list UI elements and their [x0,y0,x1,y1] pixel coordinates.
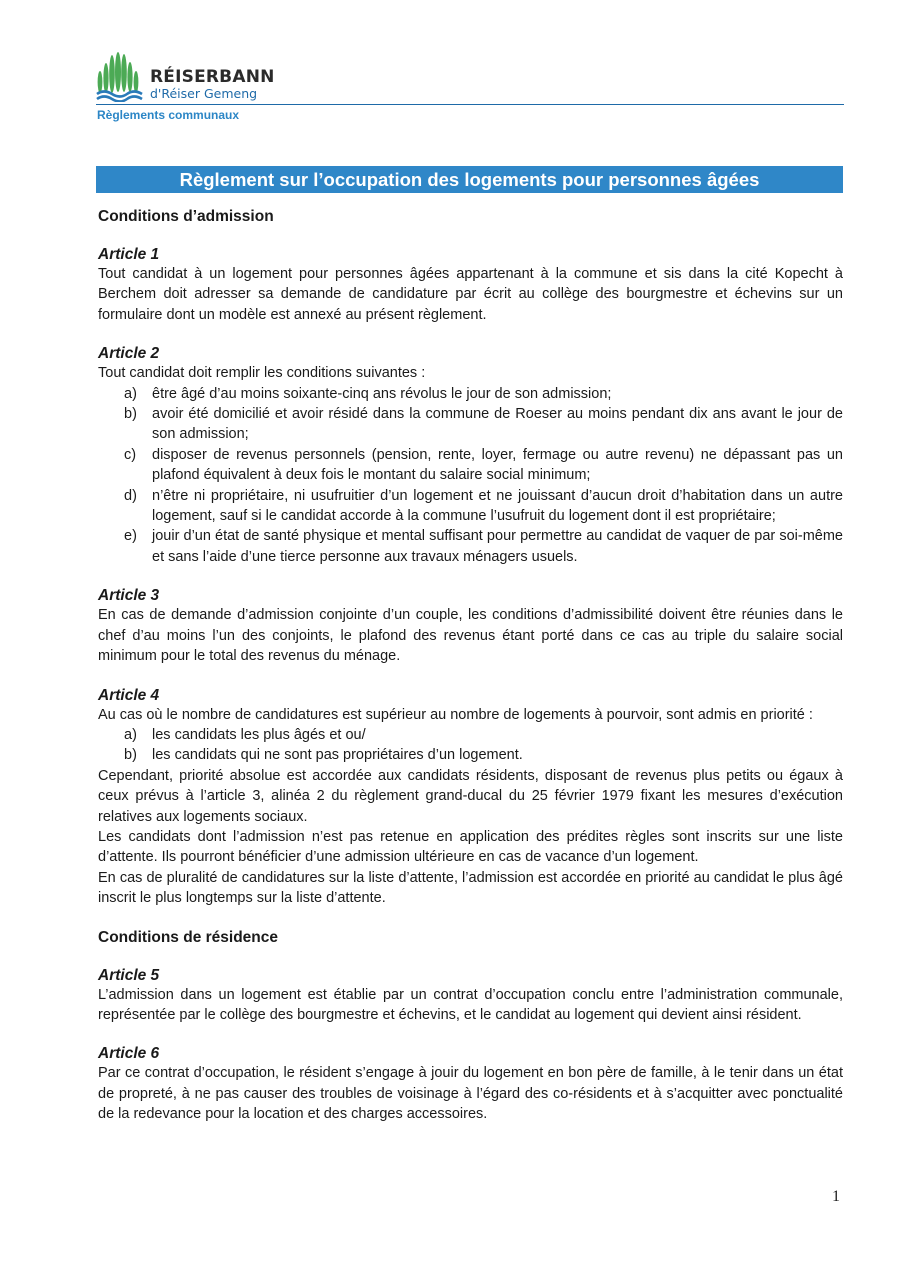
list-item-text: les candidats qui ne sont pas propriétaires d’un logement. [152,747,523,764]
header-divider [96,104,844,105]
list-item-label: b) [124,406,137,423]
article-3-title: Article 3 [98,587,160,605]
article-5-text: L’admission dans un logement est établie par un contrat d’occupation conclu entre l’administration communale, représentée par le collège des bourgmestre et échevins, et le candidat au logement qui devient ainsi résident. [98,986,843,1023]
list-item-label: a) [124,385,137,402]
section-label: Règlements communaux [97,108,240,122]
list-item [96,486,843,527]
article-4-paragraph-2: Les candidats dont l’admission n’est pas retenue en application des prédites règles sont inscrits sur une liste d’attente. Ils pourront bénéficier d’une admission ultérieure en cas de vacance d’un logement. [98,828,843,866]
list-item-text: avoir été domicilié et avoir résidé dans la commune de Roeser au moins pendant dix ans avant le jour de son admission; [152,406,843,443]
article-2-title: Article 2 [98,345,160,363]
list-item [96,384,843,404]
brand-name: RÉISERBANN [150,67,275,87]
list-item [96,745,843,765]
list-item-label: a) [124,726,137,743]
article-4-paragraph-1: Cependant, priorité absolue est accordée aux candidats résidents, disposant de revenus plus petits ou égaux à ceux prévus à l’article 3, alinéa 2 du règlement grand-ducal du 25 février 1979 fixant les mesures d’exécution relatives aux logements sociaux. [98,767,843,825]
brand-subtitle: d'Réiser Gemeng [150,86,258,101]
list-item-text: n’être ni propriétaire, ni usufruitier d’un logement et ne jouissant d’aucun droit d’habitation dans un autre logement, sauf si le candidat accorde à la commune l’usufruit du logement dont il est propriétaire; [152,487,843,525]
list-item-text: les candidats les plus âgés et ou/ [152,726,366,743]
page-number: 1 [832,1188,840,1205]
article-6-title: Article 6 [98,1045,160,1063]
article-4-title: Article 4 [98,686,160,704]
document-title: Règlement sur l’occupation des logements pour personnes âgées [96,166,843,193]
list-item-label: c) [124,446,137,463]
article-6-text: Par ce contrat d’occupation, le résident s’engage à jouir du logement en bon père de famille, à le tenir dans un état de propreté, à ne pas causer des troubles de voisinage à l’égard des co-résidents et à s’acquitter avec ponctualité de la redevance pour la location et des charges accessoires. [98,1065,843,1123]
article-2-conditions-list [96,384,843,568]
list-item-text: jouir d’un état de santé physique et mental suffisant pour permettre au candidat de vaquer de par soi-même et sans l’aide d’une tierce personne aux travaux ménagers usuels. [152,528,843,565]
article-4-intro: Au cas où le nombre de candidatures est supérieur au nombre de logements à pourvoir, sont admis en priorité : [98,706,813,723]
article-4-paragraph-3: En cas de pluralité de candidatures sur la liste d’attente, l’admission est accordée en priorité au candidat le plus âgé inscrit le plus longtemps sur la liste d’attente. [98,869,843,907]
section-heading-residence: Conditions de résidence [98,928,279,946]
article-4-priority-list [96,725,843,766]
list-item [96,445,843,486]
page-header [96,52,844,122]
list-item-label: d) [124,487,137,504]
list-item-text: être âgé d’au moins soixante-cinq ans révolus le jour de son admission; [152,385,612,402]
list-item [96,404,843,445]
article-2-intro: Tout candidat doit remplir les conditions suivantes : [98,365,426,382]
list-item-label: e) [124,528,137,545]
logo [96,52,844,102]
document-body [96,166,843,1125]
article-1-title: Article 1 [98,246,160,263]
list-item [96,725,843,745]
section-heading-admission: Conditions d’admission [98,208,274,225]
list-item-label: b) [124,747,137,764]
article-5-title: Article 5 [98,966,160,984]
list-item [96,526,843,567]
article-3-text: En cas de demande d’admission conjointe d’un couple, les conditions d’admissibilité doivent être réunies dans le chef d’au moins l’un des conjoints, le plafond des revenus étant porté dans ce cas au triple du salaire social minimum pour le total des revenus du ménage. [98,607,843,665]
article-1-text: Tout candidat à un logement pour personnes âgées appartenant à la commune et sis dans la cité Kopecht à Berchem doit adresser sa demande de candidature par écrit au collège des bourgmestre et échevins sur un formulaire dont un modèle est annexé au présent règlement. [98,266,843,323]
list-item-text: disposer de revenus personnels (pension, rente, loyer, fermage ou autre revenu) ne dépassant pas un plafond équivalent à deux fois le montant du salaire social minimum; [152,446,843,484]
reiserbann-logo-icon [96,52,144,102]
